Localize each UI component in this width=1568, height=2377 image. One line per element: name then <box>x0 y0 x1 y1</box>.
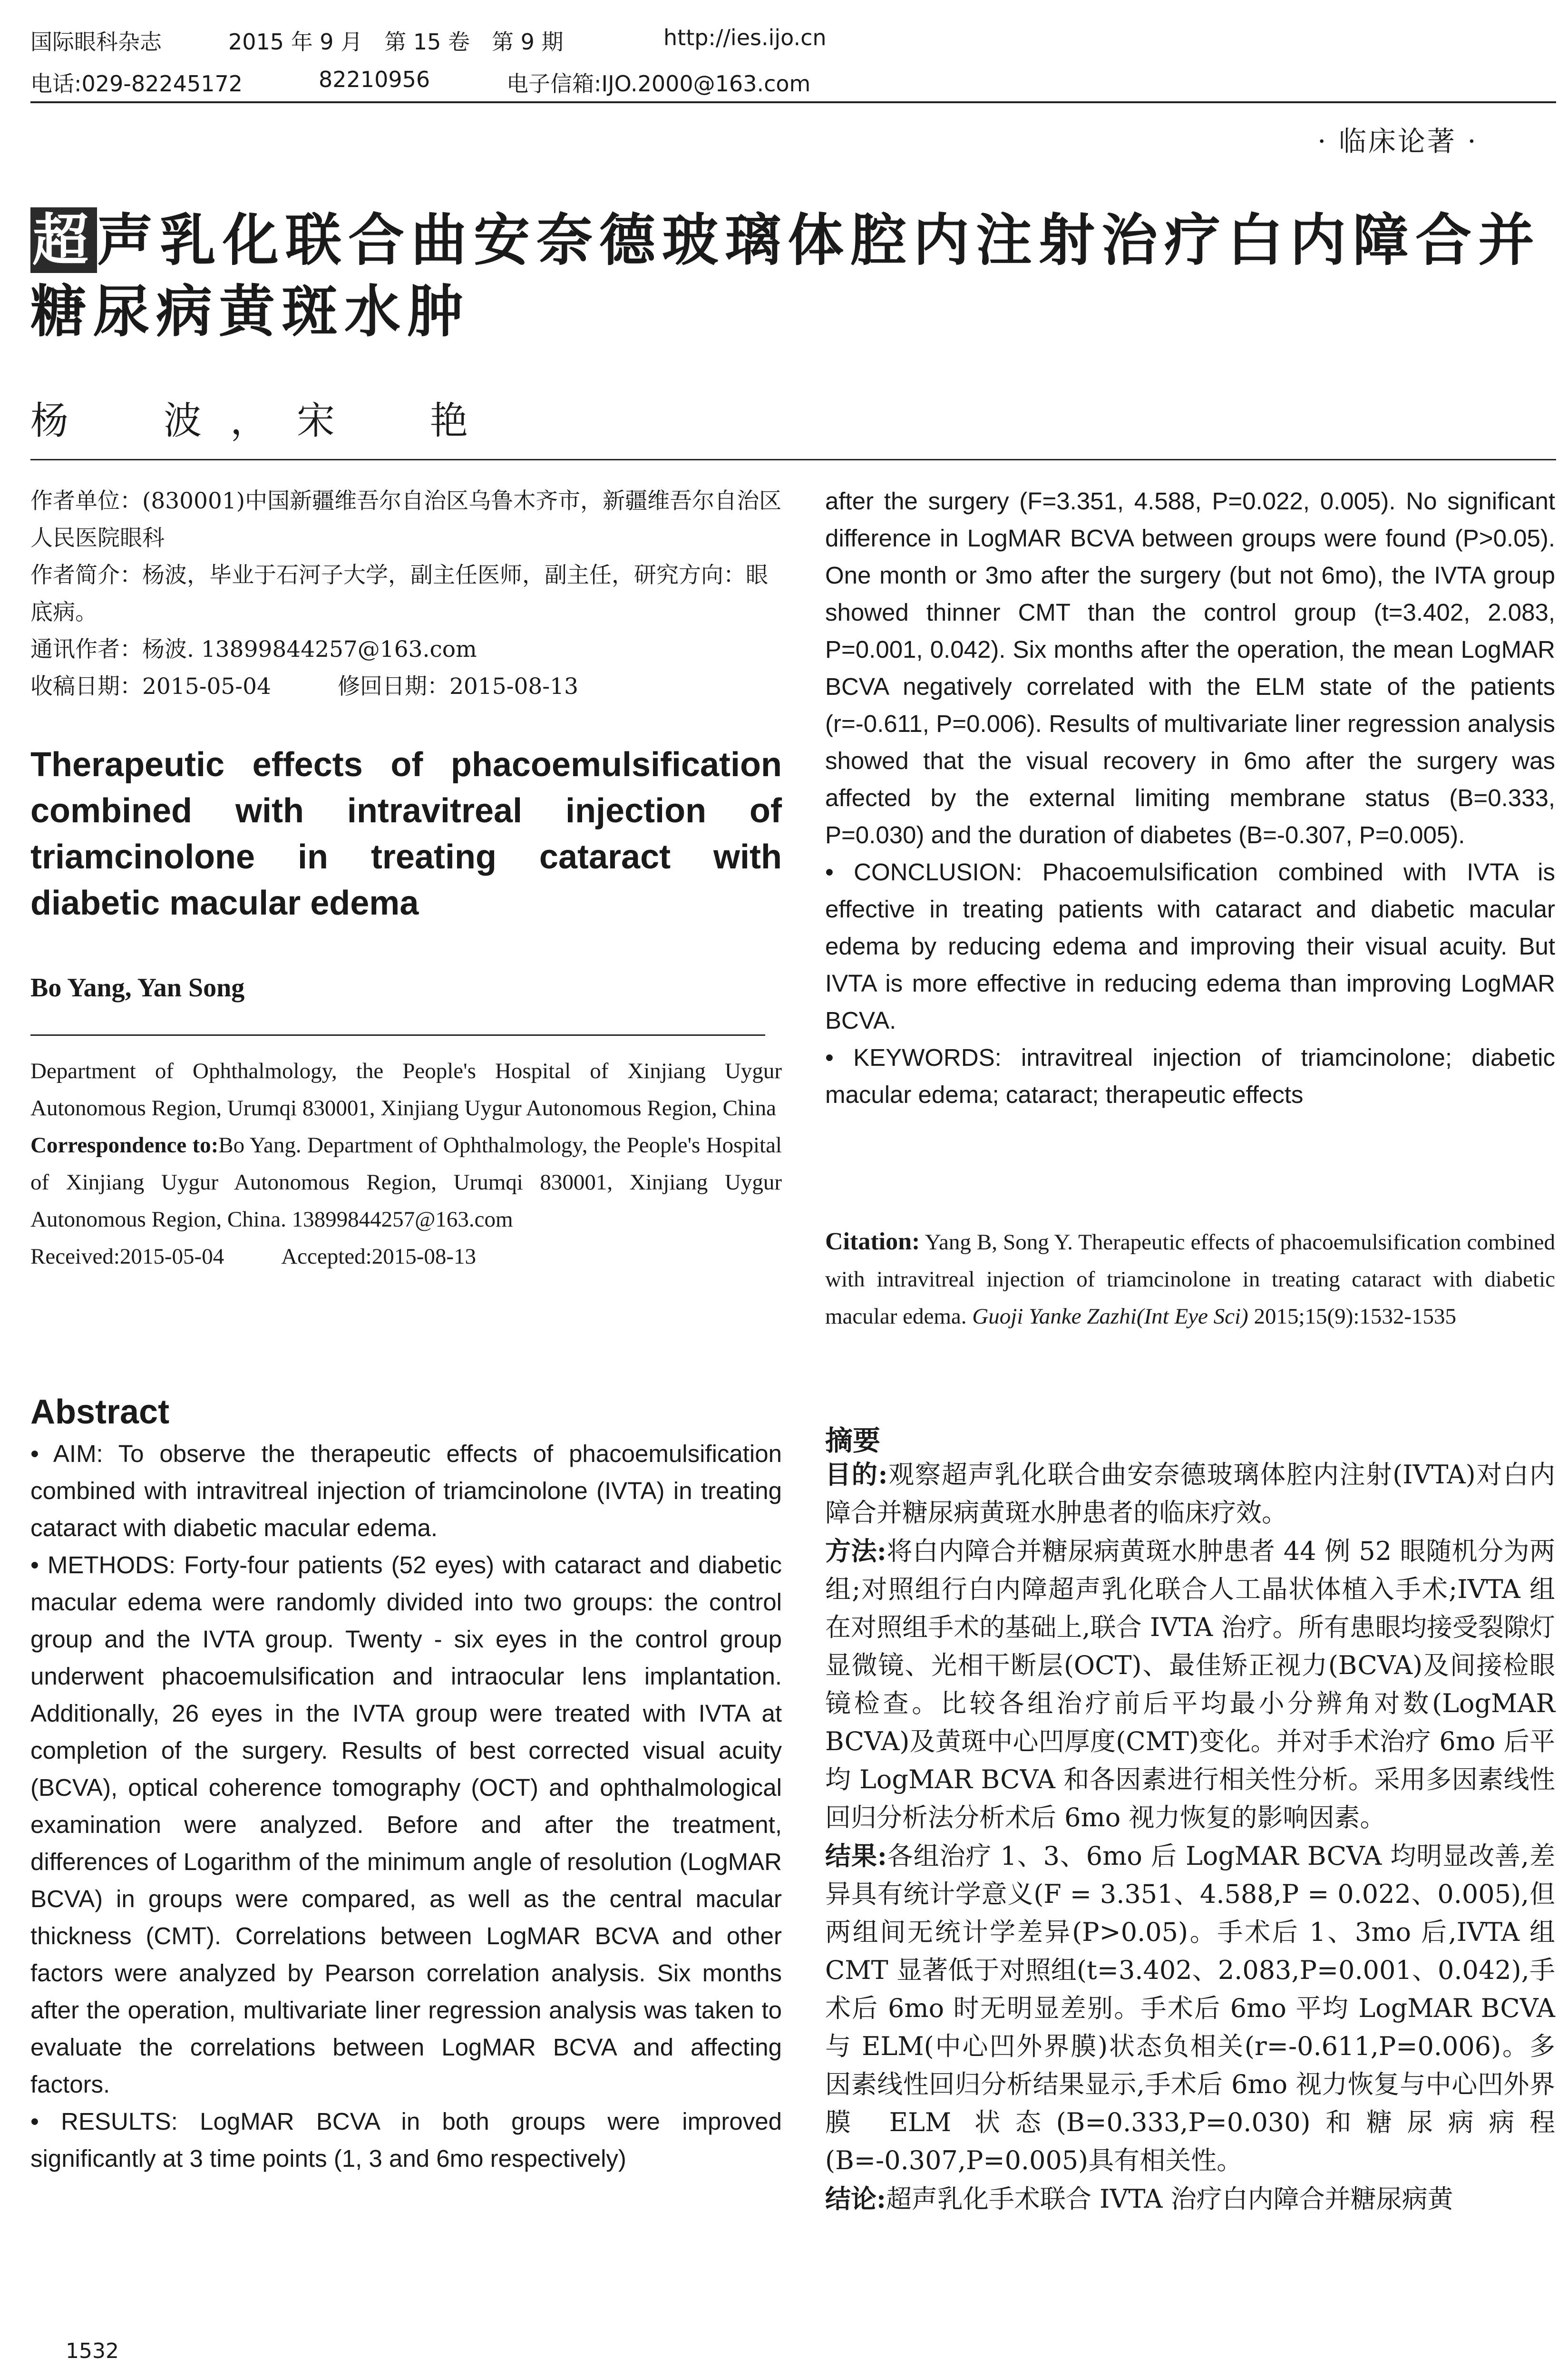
abstract-conclusion: • CONCLUSION: Phacoemulsification combined with IVTA is effective in treating patients with cataract and diabetic macular edema by reducing edema and improving their visual acuity. But IVTA is more effective in reducing edema than improving LogMAR BCVA. <box>825 858 1555 1034</box>
header-rule <box>30 101 1556 103</box>
correspondence-label: Correspondence to: <box>30 1133 219 1158</box>
phone-2: 82210956 <box>319 67 430 92</box>
email[interactable]: 电子信箱:IJO.2000@163.com <box>506 71 811 97</box>
results-text-cn: 各组治疗 1、3、6mo 后 LogMAR BCVA 均明显改善,差异具有统计学意义(F = 3.351、4.588,P = 0.022、0.005),但两组间无统计学差异(P>0.05)。手术后 1、3mo 后,IVTA 组 CMT 显著低于对照组(t=3.402、2.083,P=0.001、0.042),手术后 6mo 时无明显差别。手术后 6mo 平均 LogMAR BCVA 与 ELM(中心凹外界膜)状态负相关(r=-0.611,P=0.006)。多因素线性回归分析结果显示,手术后 6mo 视力恢复与中心凹外界膜 ELM 状态(B=0.333,P=0.030)和糖尿病病程(B=-0.307,P=0.005)具有相关性。 <box>825 1841 1555 2175</box>
aim-label-cn: 目的: <box>825 1459 888 1490</box>
author-unit: 作者单位：(830001)中国新疆维吾尔自治区乌鲁木齐市，新疆维吾尔自治区人民医院眼科 <box>30 488 782 551</box>
correspondence <box>30 1127 782 1238</box>
abstract-results-start: • RESULTS: LogMAR BCVA in both groups were improved significantly at 3 time points (1, 3 and 6mo respectively) <box>30 2108 782 2172</box>
abstract-cn-body <box>825 1455 1555 2218</box>
citation <box>825 1223 1555 1335</box>
aim-text-cn: 观察超声乳化联合曲安奈德玻璃体腔内注射(IVTA)对白内障合并糖尿病黄斑水肿患者的临床疗效。 <box>825 1460 1555 1528</box>
revised-date-cn: 修回日期：2015-08-13 <box>337 673 578 700</box>
dates-cn <box>30 668 782 705</box>
citation-text: Yang B, Song Y. Therapeutic effects of phacoemulsification combined with intravitreal injection of triamcinolone in treating cataract with diabetic macular edema. <box>825 1230 1555 1329</box>
journal-name: 国际眼科杂志 <box>30 29 162 55</box>
affiliation <box>30 1052 782 1275</box>
title-en-line-2: combined with intravitreal injection of <box>30 792 782 830</box>
accepted-date: Accepted:2015-08-13 <box>281 1244 477 1269</box>
received-date-cn: 收稿日期：2015-05-04 <box>30 673 271 700</box>
abstract-heading: Abstract <box>30 1393 170 1431</box>
title-en <box>30 742 782 926</box>
abstract-cn-results <box>825 1837 1555 2180</box>
correspondence-text: Bo Yang. Department of Ophthalmology, the People's Hospital of Xinjiang Uygur Autonomous Region, Urumqi 830001, Xinjiang Uygur Autonomous Region, China. 13899844257@163.com <box>30 1133 782 1232</box>
issue-info: 2015 年 9 月 第 15 卷 第 9 期 <box>228 29 564 55</box>
citation-label: Citation: <box>825 1228 920 1255</box>
received-date: Received:2015-05-04 <box>30 1244 224 1269</box>
abstract-aim: • AIM: To observe the therapeutic effects of phacoemulsification combined with intravitreal injection of triamcinolone (IVTA) in treating cataract with diabetic macular edema. <box>30 1440 782 1541</box>
abstract-body-right <box>825 483 1555 1113</box>
results-label-cn: 结果: <box>825 1841 887 1871</box>
title-first-char: 超 <box>30 207 97 273</box>
title-en-line-1: Therapeutic effects of phacoemulsification <box>30 746 782 784</box>
authors-cn: 杨 波，宋 艳 <box>30 399 497 443</box>
journal-url[interactable]: http://ies.ijo.cn <box>663 25 827 50</box>
meta-cn <box>30 483 782 705</box>
conclusion-label-cn: 结论: <box>825 2183 886 2214</box>
title-cn <box>30 205 1543 347</box>
citation-journal: Guoji Yanke Zazhi(Int Eye Sci) <box>972 1304 1248 1329</box>
abstract-cn-aim <box>825 1455 1555 1532</box>
authors-en: Bo Yang, Yan Song <box>30 973 245 1003</box>
conclusion-text-cn: 超声乳化手术联合 IVTA 治疗白内障合并糖尿病黄 <box>886 2184 1453 2214</box>
title-en-line-3: triamcinolone in treating cataract with <box>30 838 782 876</box>
title-rest: 声乳化联合曲安奈德玻璃体腔内注射治疗白内障合并糖尿病黄斑水肿 <box>30 207 1541 344</box>
abstract-cn-methods <box>825 1532 1555 1837</box>
authors-rule <box>30 1034 765 1036</box>
abstract-methods: • METHODS: Forty-four patients (52 eyes) with cataract and diabetic macular edema were randomly divided into two groups: the control group and the IVTA group. Twenty - six eyes in the control group underwent phacoemulsification and intraocular lens implantation. Additionally, 26 eyes in the IVTA group were treated with IVTA at completion of the surgery. Results of best corrected visual acuity (BCVA), optical coherence tomography (OCT) and ophthalmological examination were analyzed. Before and after the treatment, differences of Logarithm of the minimum angle of resolution (LogMAR BCVA) in groups were compared, as well as the central macular thickness (CMT). Correlations between LogMAR BCVA and other factors were analyzed by Pearson correlation analysis. Six months after the operation, multivariate liner regression analysis was taken to evaluate the correlations between LogMAR BCVA and affecting factors. <box>30 1551 782 2098</box>
phone: 电话:029-82245172 <box>30 71 243 97</box>
abstract-cn-heading: 摘要 <box>825 1424 881 1457</box>
methods-text-cn: 将白内障合并糖尿病黄斑水肿患者 44 例 52 眼随机分为两组;对照组行白内障超声乳化联合人工晶状体植入手术;IVTA 组在对照组手术的基础上,联合 IVTA 治疗。所有患眼均接受裂隙灯显微镜、光相干断层(OCT)、最佳矫正视力(BCVA)及间接检眼镜检查。比较各组治疗前后平均最小分辨角对数(LogMAR BCVA)及黄斑中心凹厚度(CMT)变化。并对手术治疗 6mo 后平均 LogMAR BCVA 和各因素进行相关性分析。采用多因素线性回归分析法分析术后 6mo 视力恢复的影响因素。 <box>825 1536 1556 1832</box>
column-label: · 临床论著 · <box>1317 125 1478 157</box>
department: Department of Ophthalmology, the People's Hospital of Xinjiang Uygur Autonomous Region, Urumqi 830001, Xinjiang Uygur Autonomous Region, China <box>30 1059 782 1120</box>
abstract-results-cont: after the surgery (F=3.351, 4.588, P=0.022, 0.005). No significant difference in LogMAR BCVA between groups were found (P>0.05). One month or 3mo after the surgery (but not 6mo), the IVTA group showed thinner CMT than the control group (t=3.402, 2.083, P=0.001, 0.042). Six months after the operation, the mean LogMAR BCVA negatively correlated with the ELM state of the patients (r=-0.611, P=0.006). Results of multivariate liner regression analysis showed that the visual recovery in 6mo after the surgery was affected by the external limiting membrane status (B=0.333, P=0.030) and the duration of diabetes (B=-0.307, P=0.005). <box>825 487 1555 848</box>
abstract-cn-conclusion <box>825 2180 1555 2218</box>
title-rule <box>30 459 1556 460</box>
corresponding-author: 通讯作者：杨波. 13899844257@163.com <box>30 636 477 662</box>
citation-tail: 2015;15(9):1532-1535 <box>1254 1304 1457 1329</box>
title-en-line-4: diabetic macular edema <box>30 884 419 922</box>
abstract-keywords: • KEYWORDS: intravitreal injection of triamcinolone; diabetic macular edema; cataract; therapeutic effects <box>825 1044 1555 1108</box>
methods-label-cn: 方法: <box>825 1536 886 1566</box>
page-number: 1532 <box>66 2339 119 2363</box>
dates-en <box>30 1238 782 1275</box>
abstract-body-left <box>30 1435 782 2177</box>
author-bio: 作者简介：杨波，毕业于石河子大学，副主任医师，副主任，研究方向：眼底病。 <box>30 562 768 625</box>
